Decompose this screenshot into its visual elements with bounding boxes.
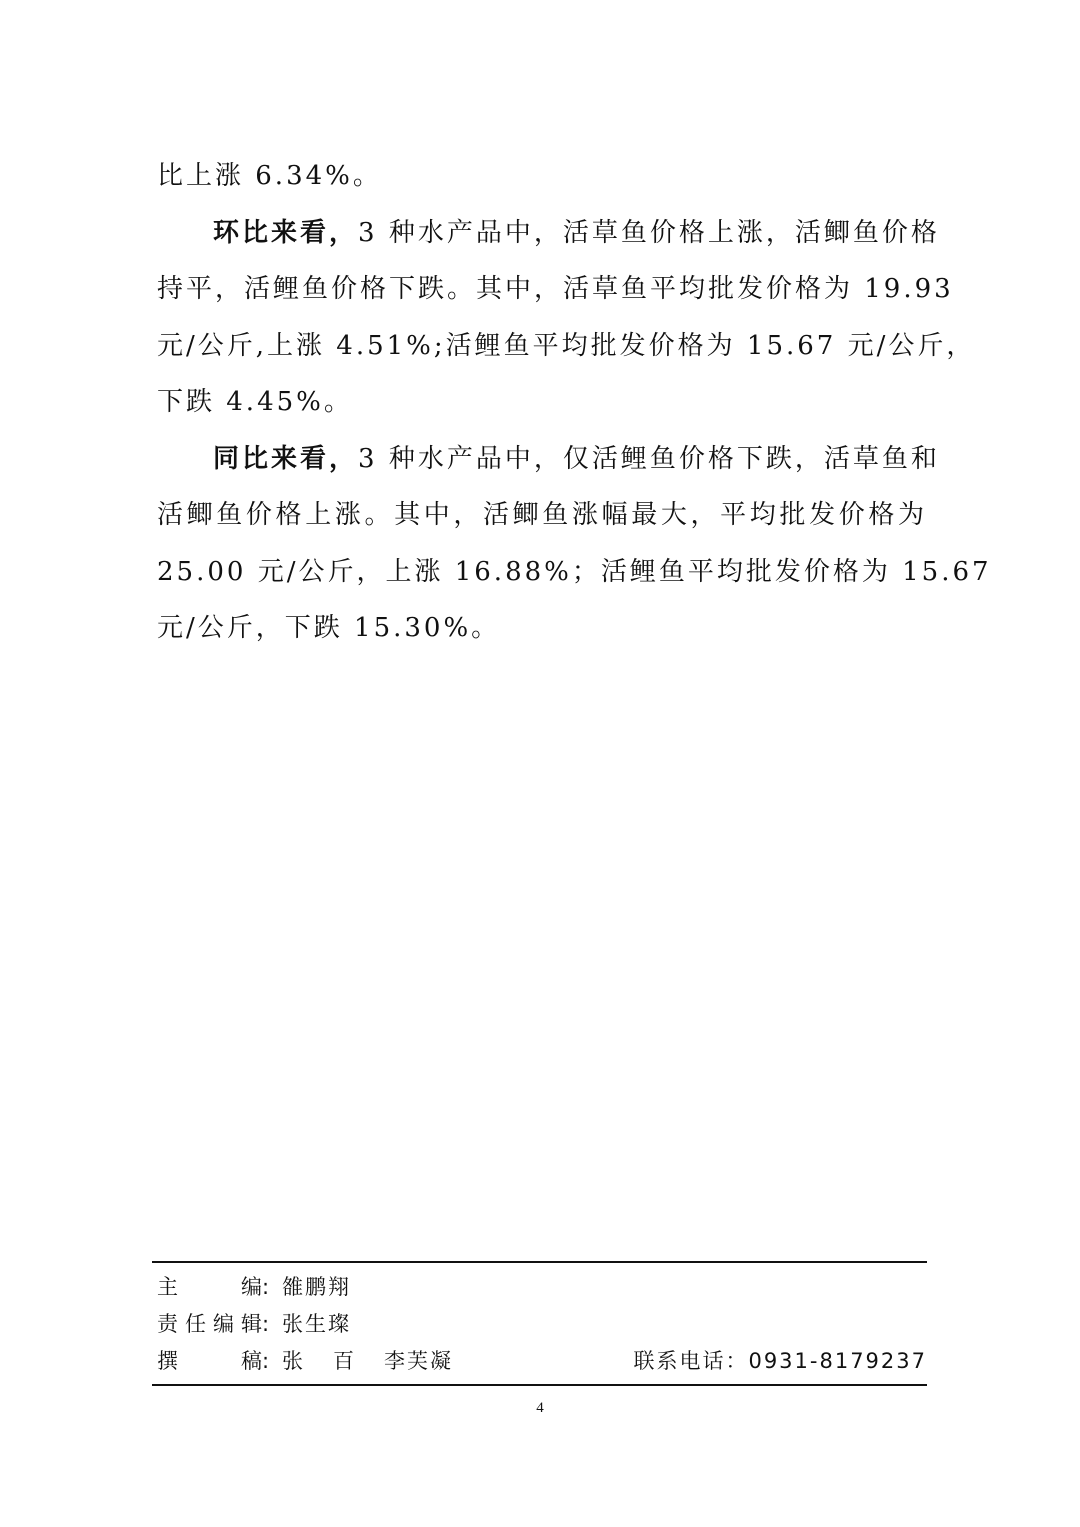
colophon-value: 张生璨 bbox=[282, 1312, 351, 1336]
writer-name: 百 bbox=[333, 1349, 356, 1373]
paragraph-text: 3 种水产品中，仅活鲤鱼价格下跌，活草鱼和 bbox=[358, 443, 940, 474]
colophon-value bbox=[282, 1343, 453, 1380]
paragraph-lead: 同比来看， bbox=[213, 443, 359, 474]
paragraph-line: 元/公斤,上涨 4.51%;活鲤鱼平均批发价格为 15.67 元/公斤， bbox=[157, 330, 976, 361]
paragraph-text: 3 种水产品中，活草鱼价格上涨，活鲫鱼价格 bbox=[358, 217, 940, 248]
colophon-colon: : bbox=[262, 1349, 270, 1373]
paragraph-lead: 环比来看， bbox=[213, 217, 359, 248]
paragraph-line: 活鲫鱼价格上涨。其中，活鲫鱼涨幅最大，平均批发价格为 bbox=[157, 500, 927, 530]
writer-name: 李芙凝 bbox=[384, 1349, 453, 1373]
page-number: 4 bbox=[536, 1400, 544, 1416]
paragraph-line: 元/公斤，下跌 15.30%。 bbox=[157, 613, 501, 643]
paragraph-line: 持平，活鲤鱼价格下跌。其中，活草鱼平均批发价格为 19.93 bbox=[157, 274, 954, 304]
contact-phone: 联系电话：0931-8179237 bbox=[633, 1349, 927, 1373]
colophon-writers bbox=[152, 1343, 927, 1380]
colophon-label: 撰稿 bbox=[157, 1349, 262, 1373]
paragraph-month-on-month bbox=[157, 205, 976, 431]
colophon-box bbox=[152, 1261, 927, 1386]
document-body bbox=[157, 148, 992, 657]
paragraph-line: 下跌 4.45%。 bbox=[157, 387, 353, 417]
colophon-label: 责任编辑 bbox=[157, 1312, 262, 1336]
paragraph-year-on-year bbox=[157, 431, 992, 657]
paragraph-carryover-line: 比上涨 6.34%。 bbox=[157, 161, 382, 191]
colophon-colon: : bbox=[262, 1275, 270, 1299]
paragraph-line bbox=[157, 205, 940, 262]
writer-name: 张 bbox=[282, 1349, 305, 1373]
colophon-label: 主编 bbox=[157, 1275, 262, 1299]
colophon-chief-editor bbox=[152, 1269, 927, 1306]
colophon-colon: : bbox=[262, 1312, 270, 1336]
colophon-value: 雒鹏翔 bbox=[282, 1275, 351, 1299]
colophon-responsible-editor bbox=[152, 1306, 927, 1343]
paragraph-line bbox=[157, 431, 940, 488]
paragraph-line: 25.00 元/公斤，上涨 16.88%；活鲤鱼平均批发价格为 15.67 bbox=[157, 556, 992, 587]
